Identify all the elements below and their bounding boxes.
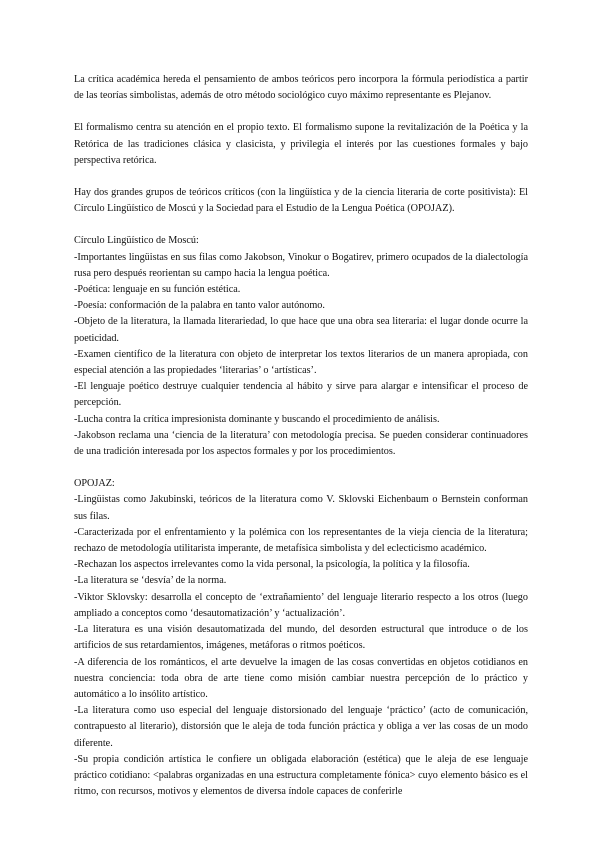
- opojaz-item: -La literatura es una visión desautomatizada del mundo, del desorden estructural que introduce o de los artificios de sus retardamientos, imágenes, metáforas o ritmos poéticos.: [74, 624, 528, 652]
- moscu-item: -Poética: lenguaje en su función estética.: [74, 284, 241, 296]
- intro-paragraph-3: Hay dos grandes grupos de teóricos críticos (con la lingüística y de la ciencia literaria de corte positivista): El Círculo Lingüístico de Moscú y la Sociedad para el Estudio de la Lengua Poética (OPOJAZ).: [74, 187, 528, 215]
- opojaz-item: -La literatura como uso especial del lenguaje distorsionado del lenguaje ‘práctico’ (acto de comunicación, contrapuesto al literario), distorsión que le aleja de toda función práctica y obliga a ver las cosas de un modo diferente.: [74, 705, 528, 749]
- opojaz-item: -La literatura se ‘desvía’ de la norma.: [74, 575, 227, 587]
- intro-paragraph-2: El formalismo centra su atención en el propio texto. El formalismo supone la revitalización de la Poética y la Retórica de las tradiciones clásica y clasicista, y privilegia el interés por las cuestiones formales y bajo perspectiva retórica.: [74, 122, 528, 166]
- opojaz-item: -A diferencia de los románticos, el arte devuelve la imagen de las cosas convertidas en objetos cotidianos en nuestra conciencia: toda obra de arte tiene como misión cambiar nuestra percepción de lo práctico y automático a lo insólito artístico.: [74, 656, 528, 700]
- document-page: [74, 72, 528, 816]
- opojaz-item: -Su propia condición artística le confiere un obligada elaboración (estética) que le aleja de ese lenguaje práctico cotidiano: <palabras organizadas en una estructura completamente fónica> cuyo elemento básico es el ritmo, con recursos, motivos y elementos de diversa índole capaces de conferirle: [74, 753, 528, 798]
- opojaz-item: -Viktor Sklovsky: desarrolla el concepto de ‘extrañamiento’ del lenguaje literario respecto a los otros (luego ampliado a conceptos como ‘desautomatización’ y ‘actualización’.: [74, 591, 528, 619]
- opojaz-item: -Lingüistas como Jakubinski, teóricos de la literatura como V. Sklovski Eichenbaum o Bernstein conforman sus filas.: [74, 494, 528, 522]
- moscu-item: -Lucha contra la crítica impresionista dominante y buscando el procedimiento de análisis.: [74, 413, 440, 425]
- opojaz-item: -Rechazan los aspectos irrelevantes como la vida personal, la psicología, la política y la filosofía.: [74, 559, 470, 571]
- moscu-section: [74, 233, 528, 460]
- intro-paragraph-1: La crítica académica hereda el pensamiento de ambos teóricos pero incorpora la fórmula periodística a partir de las teorías simbolistas, además de otro método sociológico cuyo máximo representante es Plejanov.: [74, 74, 528, 102]
- opojaz-item: -Caracterizada por el enfrentamiento y la polémica con los representantes de la vieja ciencia de la literatura; rechazo de metodología utilitarista imperante, de metafísica simbolista y del eclecticismo académico.: [74, 526, 528, 555]
- moscu-item: -Poesía: conformación de la palabra en tanto valor autónomo.: [74, 300, 325, 312]
- opojaz-section: [74, 476, 528, 800]
- moscu-item: -Objeto de la literatura, la llamada literariedad, lo que hace que una obra sea literaria: el lugar donde ocurre la poeticidad.: [74, 316, 528, 344]
- moscu-item: -El lenguaje poético destruye cualquier tendencia al hábito y sirve para alargar e intensificar el proceso de percepción.: [74, 381, 528, 409]
- moscu-section-title: Círculo Lingüístico de Moscú:: [74, 235, 199, 247]
- moscu-item: -Importantes lingüistas en sus filas como Jakobson, Vinokur o Bogatirev, primero ocupados de la dialectología rusa pero después reorientan su campo hacia la lengua poética.: [74, 251, 528, 279]
- opojaz-section-title: OPOJAZ:: [74, 478, 115, 490]
- moscu-item: -Jakobson reclama una ‘ciencia de la literatura’ con metodología precisa. Se pueden considerar continuadores de una tradición interesada por los aspectos formales y por los procedimientos.: [74, 429, 528, 458]
- moscu-item: -Examen científico de la literatura con objeto de interpretar los textos literarios de un manera apropiada, con especial atención a las propiedades ‘literarias’ o ‘artísticas’.: [74, 348, 528, 377]
